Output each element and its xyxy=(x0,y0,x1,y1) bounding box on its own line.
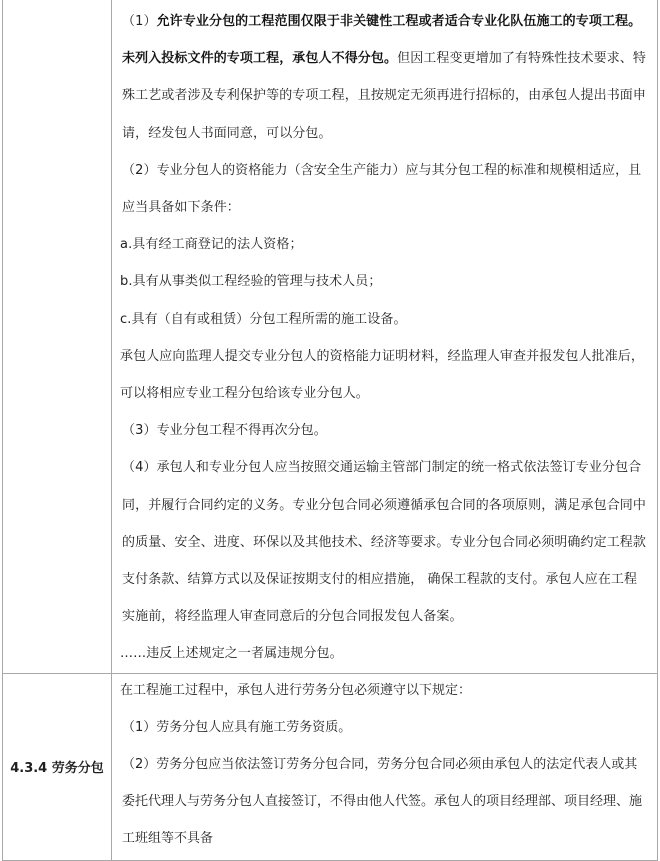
paragraph-1: （1）劳务分包人应具有施工劳务资质。 xyxy=(122,719,352,735)
condition-a: a.具有经工商登记的法人资格； xyxy=(120,237,303,253)
condition-b: b.具有从事类似工程经验的管理与技术人员； xyxy=(120,274,382,290)
paragraph-1-bold: 允许专业分包的工程范围仅限于非关键性工程或者适合专业化队伍施工的专项工程。未列入投标文件的专项工程，承包人不得分包。 xyxy=(122,14,642,67)
row-content-cell xyxy=(112,673,658,860)
section-label-labor-subcontract: 4.3.4 劳务分包 xyxy=(10,761,104,777)
paragraph-2: （2）专业分包人的资格能力（含安全生产能力）应与其分包工程的标准和规模相适应，且应当具备如下条件： xyxy=(122,162,642,216)
paragraph-violation: ……违反上述规定之一者属违规分包。 xyxy=(120,646,343,662)
contract-clause-table xyxy=(2,0,658,861)
table-row-labor-subcontract xyxy=(3,673,658,860)
condition-c: c.具有（自有或租赁）分包工程所需的施工设备。 xyxy=(120,311,407,327)
row-label-cell xyxy=(3,673,112,860)
paragraph-1-rest: 但因工程变更增加了有特殊性技术要求、特殊工艺或者涉及专利保护等的专项工程，且按规定无须再进行招标的，由承包人提出书面申请，经发包人书面同意，可以分包。 xyxy=(122,51,647,141)
paragraph-3: （3）专业分包工程不得再次分包。 xyxy=(122,423,327,439)
paragraph-intro: 在工程施工过程中，承包人进行劳务分包必须遵守以下规定： xyxy=(120,682,472,698)
clause-content xyxy=(112,0,657,673)
paragraph-1-prefix: （1） xyxy=(122,14,157,29)
table-row-professional-subcontract xyxy=(3,0,658,673)
clause-content xyxy=(112,672,657,858)
paragraph-1 xyxy=(120,3,649,152)
paragraph-submission: 承包人应向监理人提交专业分包人的资格能力证明材料，经监理人审查并报发包人批准后，可以将相应专业工程分包给该专业分包人。 xyxy=(120,348,645,402)
row-content-cell xyxy=(112,0,658,673)
row-label-cell xyxy=(3,0,112,673)
paragraph-2: （2）劳务分包应当依法签订劳务分包合同，劳务分包合同必须由承包人的法定代表人或其委托代理人与劳务分包人直接签订，不得由他人代签。承包人的项目经理部、项目经理、施工班组等不具备 xyxy=(122,757,643,847)
paragraph-4: （4）承包人和专业分包人应当按照交通运输主管部门制定的统一格式依法签订专业分包合同，并履行合同约定的义务。专业分包合同必须遵循承包合同的各项原则，满足承包合同中的质量、安全、进度、环保以及其他技术、经济等要求。专业分包合同必须明确约定工程款支付条款、结算方式以及保证按期支付的相应措施， 确保工程款的支付。承包人应在工程实施前，将经监理人审查同意后的分包合同报发包人备案。 xyxy=(122,460,647,625)
